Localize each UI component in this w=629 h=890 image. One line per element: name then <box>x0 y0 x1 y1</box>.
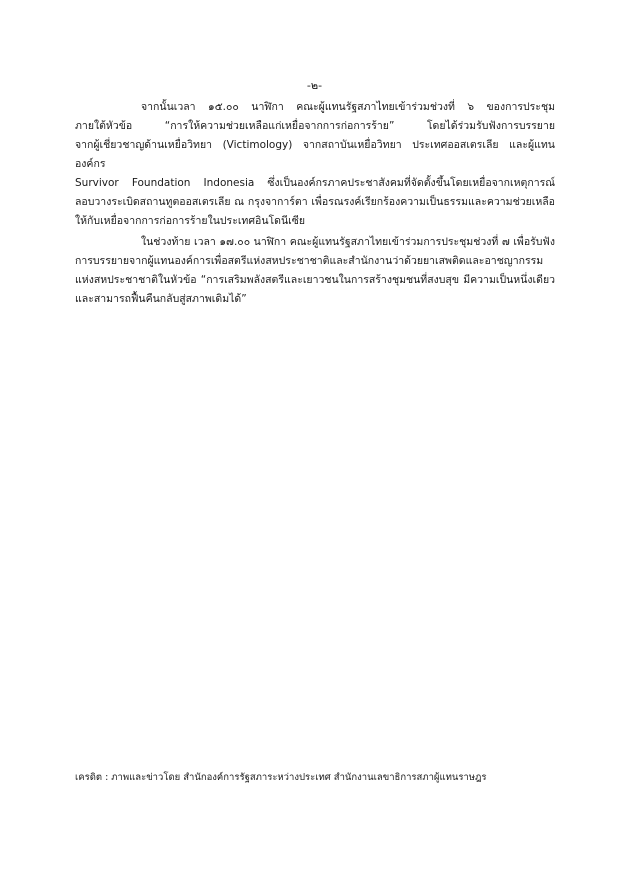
paragraph-line: ภายใต้หัวข้อ “การให้ความช่วยเหลือแก่เหยื่อจากการก่อการร้าย” โดยได้ร่วมรับฟังการบรรยาย <box>75 120 555 132</box>
paragraph-line: การบรรยายจากผู้แทนองค์การเพื่อสตรีแห่งสหประชาชาติและสำนักงานว่าด้วยยาเสพติดและอาชญากรรม <box>75 255 544 267</box>
paragraph-session-7 <box>75 233 555 309</box>
paragraph-line: ลอบวางระเบิดสถานทูตออสเตรเลีย ณ กรุงจาการ์ตา เพื่อรณรงค์เรียกร้องความเป็นธรรมและความช่วยเหลือ <box>75 196 555 208</box>
paragraph-line: และสามารถฟื้นคืนกลับสู่สภาพเดิมได้” <box>75 293 247 305</box>
credit-line: เครดิต : ภาพและข่าวโดย สำนักองค์การรัฐสภาระหว่างประเทศ สำนักงานเลขาธิการสภาผู้แทนราษฎร <box>75 772 487 783</box>
paragraph-line: Survivor Foundation Indonesia ซึ่งเป็นองค์กรภาคประชาสังคมที่จัดตั้งขึ้นโดยเหยื่อจากเหตุการณ์ <box>75 177 555 189</box>
page-number: -๒- <box>306 79 323 92</box>
paragraph-line: ในช่วงท้าย เวลา ๑๗.๐๐ นาฬิกา คณะผู้แทนรัฐสภาไทยเข้าร่วมการประชุมช่วงที่ ๗ เพื่อรับฟัง <box>141 236 555 248</box>
paragraph-session-6 <box>75 98 555 231</box>
paragraph-line: แห่งสหประชาชาติในหัวข้อ “การเสริมพลังสตรีและเยาวชนในการสร้างชุมชนที่สงบสุข มีความเป็นหนึ่งเดียว <box>75 274 555 286</box>
paragraph-line: จากผู้เชี่ยวชาญด้านเหยื่อวิทยา (Victimology) จากสถาบันเหยื่อวิทยา ประเทศออสเตรเลีย และผู้แทนองค์กร <box>75 139 555 170</box>
paragraph-line: จากนั้นเวลา ๑๕.๐๐ นาฬิกา คณะผู้แทนรัฐสภาไทยเข้าร่วมช่วงที่ ๖ ของการประชุม <box>141 101 555 113</box>
paragraph-line: ให้กับเหยื่อจากการก่อการร้ายในประเทศอินโดนีเซีย <box>75 215 305 227</box>
